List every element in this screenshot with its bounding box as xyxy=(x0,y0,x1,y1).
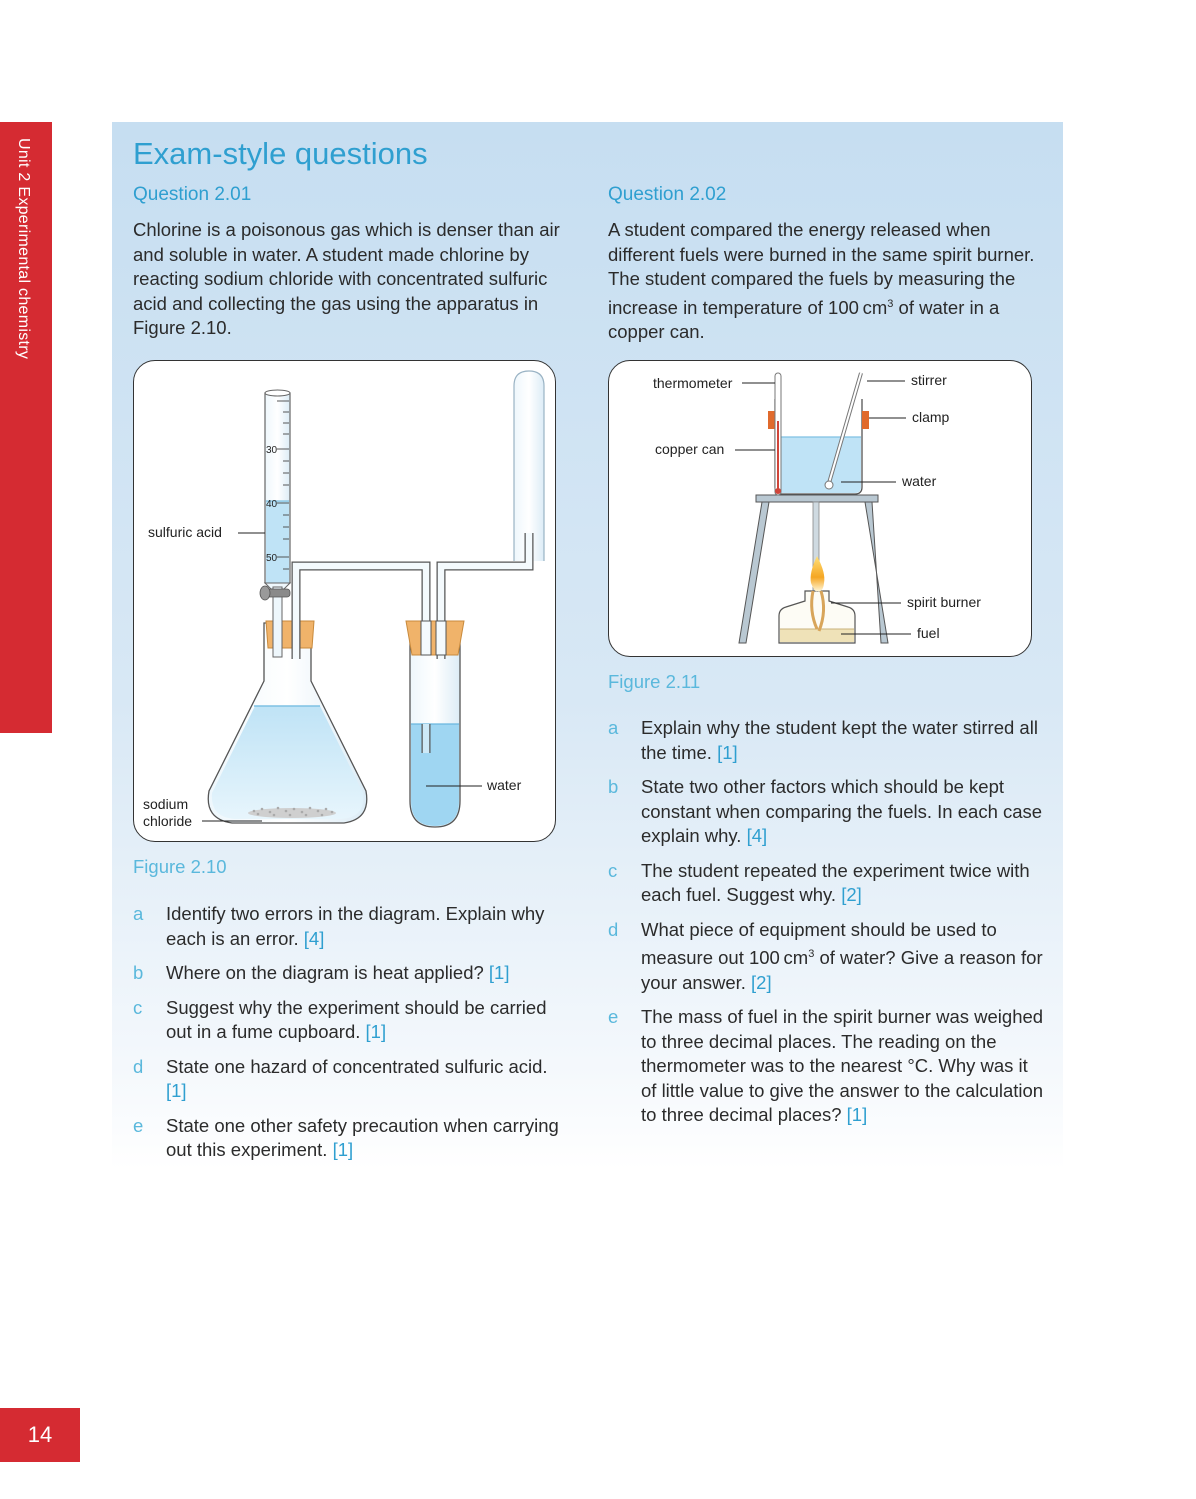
marks: [2] xyxy=(841,884,862,905)
label-sodium: sodium xyxy=(143,796,189,812)
question-2-02-part-e: e The mass of fuel in the spirit burner was weighed to three decimal places. The reading on the thermometer was to the nearest °C. Why was it of little value to give the answer to the calculation to three decimal places? [1] xyxy=(608,1006,1044,1126)
label-water: water xyxy=(487,777,522,793)
marks: [1] xyxy=(846,1104,868,1126)
label-sulfuric-acid: sulfuric acid xyxy=(148,524,222,540)
thermometer xyxy=(775,373,781,495)
question-2-01-part-b: b Where on the diagram is heat applied? [1] xyxy=(133,962,510,983)
question-2-01-parts xyxy=(133,902,563,1173)
unit-label: Unit 2 Experimental chemistry xyxy=(15,138,32,360)
label-water: water xyxy=(902,473,937,489)
figure-2-10-caption: Figure 2.10 xyxy=(133,856,227,877)
test-tube-water xyxy=(411,724,459,826)
label-spirit-burner: spirit burner xyxy=(907,594,981,610)
label-chloride: chloride xyxy=(143,813,193,829)
test-tube-bung xyxy=(406,621,464,655)
page-title: Exam-style questions xyxy=(133,136,428,171)
question-2-02-title: Question 2.02 xyxy=(608,184,727,205)
marks: [1] xyxy=(365,1021,387,1042)
marks: [1] xyxy=(166,1080,187,1101)
clamp-right xyxy=(862,411,869,429)
question-2-02-part-c: c The student repeated the experiment twice with each fuel. Suggest why. [2] xyxy=(608,859,1030,905)
marks: [1] xyxy=(717,741,738,763)
label-clamp: clamp xyxy=(912,409,950,425)
question-2-02-parts xyxy=(608,716,1048,1138)
label-copper-can: copper can xyxy=(655,441,725,457)
label-thermometer: thermometer xyxy=(653,375,733,391)
fuel-combustion-diagram xyxy=(609,361,1031,656)
question-2-02-part-d: d What piece of equipment should be used to measure out 100 $cm^3$ of water? Give a reason for your answer. [2] xyxy=(608,918,1043,993)
marks: [2] xyxy=(751,971,772,993)
flask-liquid xyxy=(212,706,363,819)
chlorine-apparatus-diagram xyxy=(134,361,555,841)
question-2-01-part-d: d State one hazard of concentrated sulfuric acid. [1] xyxy=(133,1055,548,1101)
question-2-02-intro: A student compared the energy released when different fuels were burned in the same spirit burner. The student compared the fuels by measuring the increase in temperature of 100 $cm^3$ of water in a copper can. xyxy=(608,219,1035,343)
question-2-01-title: Question 2.01 xyxy=(133,184,252,205)
marks: [4] xyxy=(303,927,325,949)
figure-2-11 xyxy=(608,360,1032,657)
question-2-01-part-a: a Identify two errors in the diagram. Explain why each is an error. [4] xyxy=(133,903,545,949)
question-2-01-part-c: c Suggest why the experiment should be carried out in a fume cupboard. [1] xyxy=(133,996,547,1042)
marks: [1] xyxy=(332,1139,354,1160)
clamp-left xyxy=(768,411,775,429)
question-2-01-intro: Chlorine is a poisonous gas which is denser than air and soluble in water. A student made chlorine by reacting sodium chloride with concentrated sulfuric acid and collecting the gas using the apparatus in Figure 2.10. xyxy=(133,219,560,338)
label-stirrer: stirrer xyxy=(911,372,947,388)
marks: [1] xyxy=(488,962,510,983)
question-2-02-part-a: a Explain why the student kept the water stirred all the time. [1] xyxy=(608,717,1038,763)
question-2-02-part-b: b State two other factors which should be kept constant when comparing the fuels. In each case explain why. [4] xyxy=(608,776,1043,846)
page-number: 14 xyxy=(0,1408,80,1462)
can-water xyxy=(776,437,861,493)
unit-side-tab xyxy=(0,122,52,733)
gas-jar xyxy=(514,371,544,561)
marks: [4] xyxy=(746,825,768,846)
figure-2-11-caption: Figure 2.11 xyxy=(608,671,701,692)
question-2-01-part-e: e State one other safety precaution when carrying out this experiment. [1] xyxy=(133,1114,559,1160)
scale-50: 50 xyxy=(266,553,278,564)
scale-40: 40 xyxy=(266,499,278,510)
label-fuel: fuel xyxy=(917,625,940,641)
scale-30: 30 xyxy=(266,445,278,456)
spirit-burner xyxy=(779,556,855,643)
figure-2-10 xyxy=(133,360,556,842)
